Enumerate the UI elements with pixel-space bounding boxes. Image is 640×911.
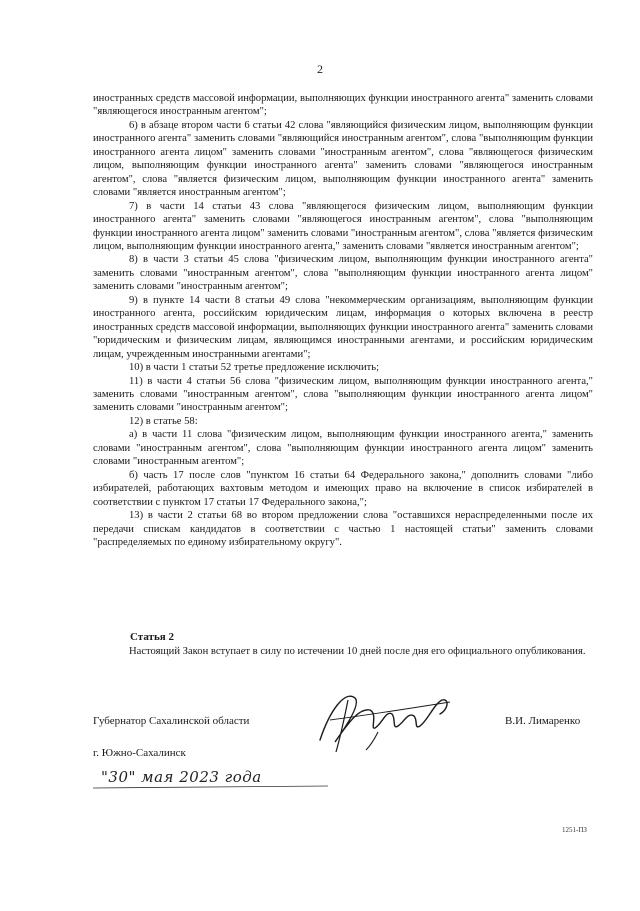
handwritten-date [93, 766, 333, 794]
body-paragraph: а) в части 11 слова "физическим лицом, выполняющим функции иностранного агента," заменить словами "иностранным агентом", слова "выполняющим функции иностранного агента лицом" заменить словами "иностранным агентом"; [93, 429, 593, 468]
article-text-block [93, 645, 593, 659]
body-paragraph: 13) в части 2 статьи 68 во втором предложении слова "оставшихся нераспределенными после их передачи спискам кандидатов в соответствии с частью 1 настоящей статьи" заменить словами "распределяемых по единому избирательному округу". [93, 510, 593, 548]
body-paragraph: 7) в части 14 статьи 43 слова "являющегося физическим лицом, выполняющим функции иностранного агента" заменить словами "являющегося иностранным агентом", слова "выполняющим функции иностранного агента лицом" заменить словами "иностранным агентом", слова "является физическим лицом, выполняющим функции иностранного агента," заменить словами "является иностранным агентом"; [93, 200, 593, 252]
body-paragraph: 8) в части 3 статьи 45 слова "физическим лицом, выполняющим функции иностранного агента" заменить словами "иностранным агентом", слова "выполняющим функции иностранного агента лицом" заменить словами "иностранным агентом"; [93, 254, 593, 293]
body-paragraph: иностранных средств массовой информации, выполняющих функции иностранного агента" заменить словами "являющегося иностранным агентом"; [93, 93, 593, 118]
body-paragraph: 11) в части 4 статьи 56 слова "физическим лицом, выполняющим функции иностранного агента," заменить словами "иностранным агентом", слова "выполняющим функции иностранного агента лицом" заменить словами "иностранным агентом"; [93, 375, 593, 414]
body-paragraph: 12) в статье 58: [129, 415, 198, 427]
date-text: "30" мая 2023 года [101, 768, 262, 786]
body-paragraph: 10) в части 1 статьи 52 третье предложение исключить; [129, 362, 380, 374]
signatory-name: В.И. Лимаренко [505, 715, 581, 727]
body-paragraph: 9) в пункте 14 части 8 статьи 49 слова "некоммерческим организациям, выполняющим функции иностранного агента, российским юридическим лицам, информация о которых включена в реестр иностранных средств массовой информации, выполняющих функции иностранного агента" заменить словами "юридическим и физическим лицам, являющимся иностранными агентами, и российским юридическим лицам, учрежденным иностранными агентами"; [93, 294, 593, 360]
article-heading: Статья 2 [130, 631, 174, 643]
page-number: 2 [317, 62, 323, 76]
article-text: Настоящий Закон вступает в силу по истечении 10 дней после дня его официального опубликования. [129, 646, 586, 657]
body-paragraph: б) часть 17 после слов "пунктом 16 статьи 64 Федерального закона," дополнить словами "либо избирателей, работающих вахтовым методом и имеющих право на включение в список избирателей в соответствии с пунктом 17 статьи 17 Федерального закона,"; [93, 469, 593, 508]
document-body [93, 92, 593, 549]
city-line: г. Южно-Сахалинск [93, 747, 186, 759]
signatory-title: Губернатор Сахалинской области [93, 715, 250, 727]
body-paragraph: 6) в абзаце втором части 6 статьи 42 слова "являющийся физическим лицом, выполняющим функции иностранного агента" заменить словами "являющийся иностранным агентом", слова "выполняющим функции иностранного агента лицом" заменить словами "иностранным агентом", слова "являющегося физическим лицом, выполняющим функции иностранного агента" заменить словами "являющегося иностранным агентом", слова "является физическим лицом, выполняющим функции иностранного агента" заменить словами "является иностранным агентом"; [93, 119, 593, 199]
handwritten-signature [300, 680, 470, 760]
document-code: 1251-ПЗ [562, 826, 587, 834]
